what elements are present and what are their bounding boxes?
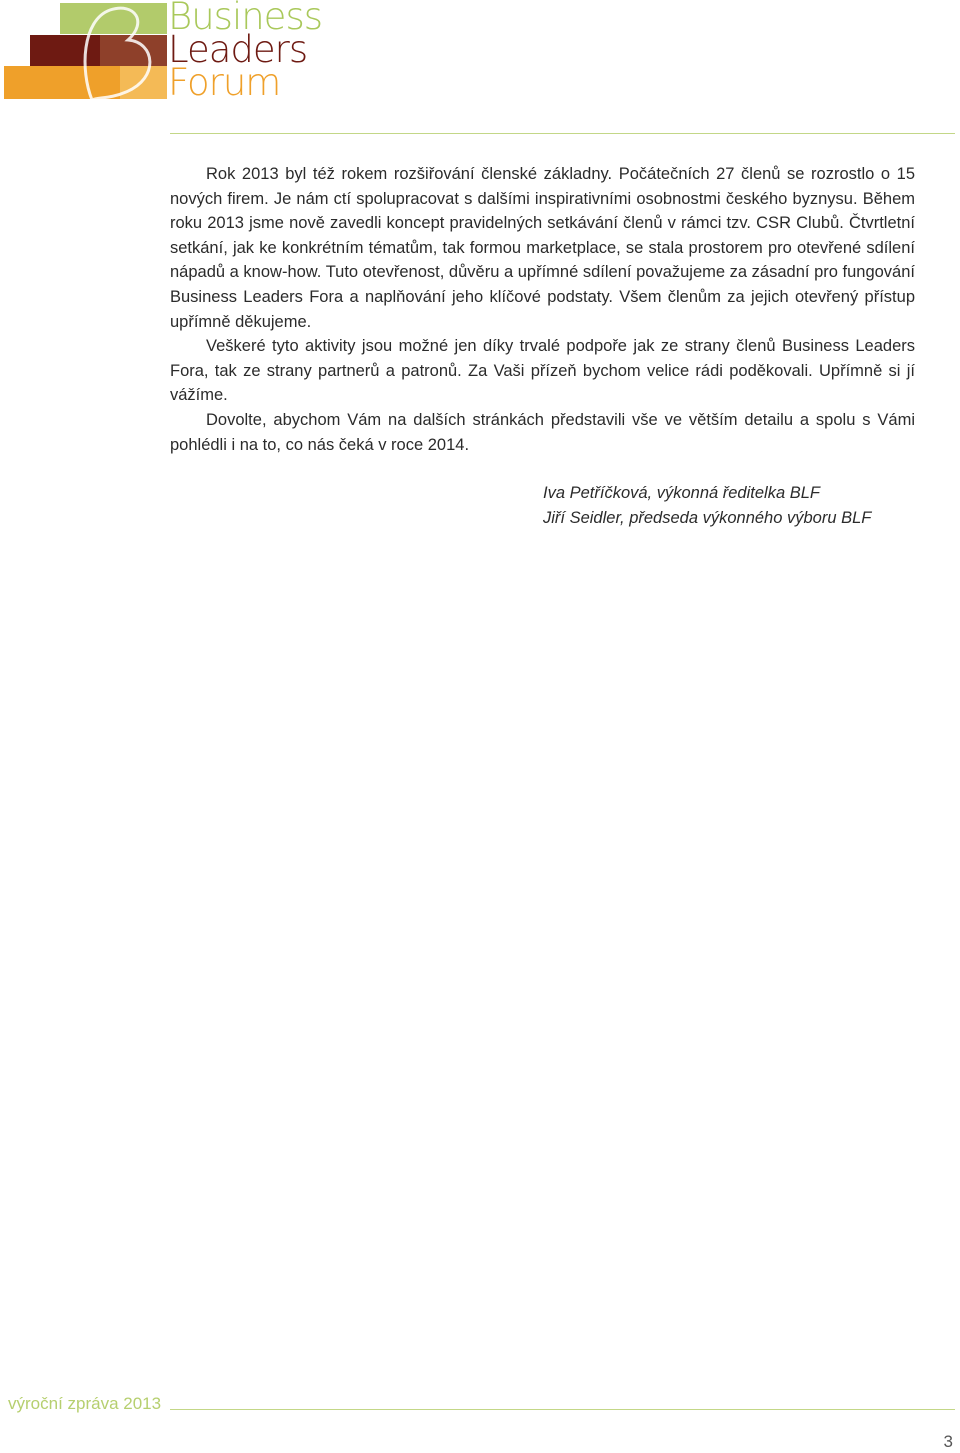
blf-logo-mark-icon [0,0,170,104]
signature-line-1: Iva Petříčková, výkonná ředitelka BLF [543,484,820,502]
logo-word-leaders: Leaders [168,28,308,71]
blf-logo-text [168,0,323,104]
header-divider [170,133,955,134]
logo-word-business: Business [168,0,323,38]
signature-line-2: Jiří Seidler, předseda výkonného výboru BLF [543,509,872,527]
logo-word-forum: Forum [168,61,281,104]
letter-paragraph-2: Veškeré tyto aktivity jsou možné jen díky trvalé podpoře jak ze strany členů Business Leaders Fora, tak ze strany partnerů a patronů. Za Vaši přízeň bychom velice rádi poděkovali. Upřímně si jí vážíme. [170,337,915,405]
letter-signatures [543,481,871,531]
page-number: 3 [943,1432,953,1451]
letter-paragraph-3: Dovolte, abychom Vám na dalších stránkách představili vše ve větším detailu a spolu s Vámi pohlédli i na to, co nás čeká v roce 2014. [170,410,915,454]
footer-report-label: výroční zpráva 2013 [8,1394,162,1413]
letter-body [170,162,915,457]
letter-paragraph-1: Rok 2013 byl též rokem rozšiřování členské základny. Počátečních 27 členů se rozrostlo o 15 nových firem. Je nám ctí spolupracovat s dalšími inspirativními osobnostmi českého byznysu. Během roku 2013 jsme nově zavedli koncept pravidelných setkávání členů v rámci tzv. CSR Clubů. Čtvrtletní setkání, jak ke konkrétním tématům, tak formou marketplace, se stala prostorem pro otevřené sdílení nápadů a know-how. Tuto otevřenost, důvěru a upřímné sdílení považujeme za zásadní pro fungování Business Leaders Fora a naplňování jeho klíčové podstaty. Všem členům za jejich otevřený přístup upřímně děkujeme. [170,165,915,331]
blf-logo [0,0,340,104]
footer-divider [170,1409,955,1410]
